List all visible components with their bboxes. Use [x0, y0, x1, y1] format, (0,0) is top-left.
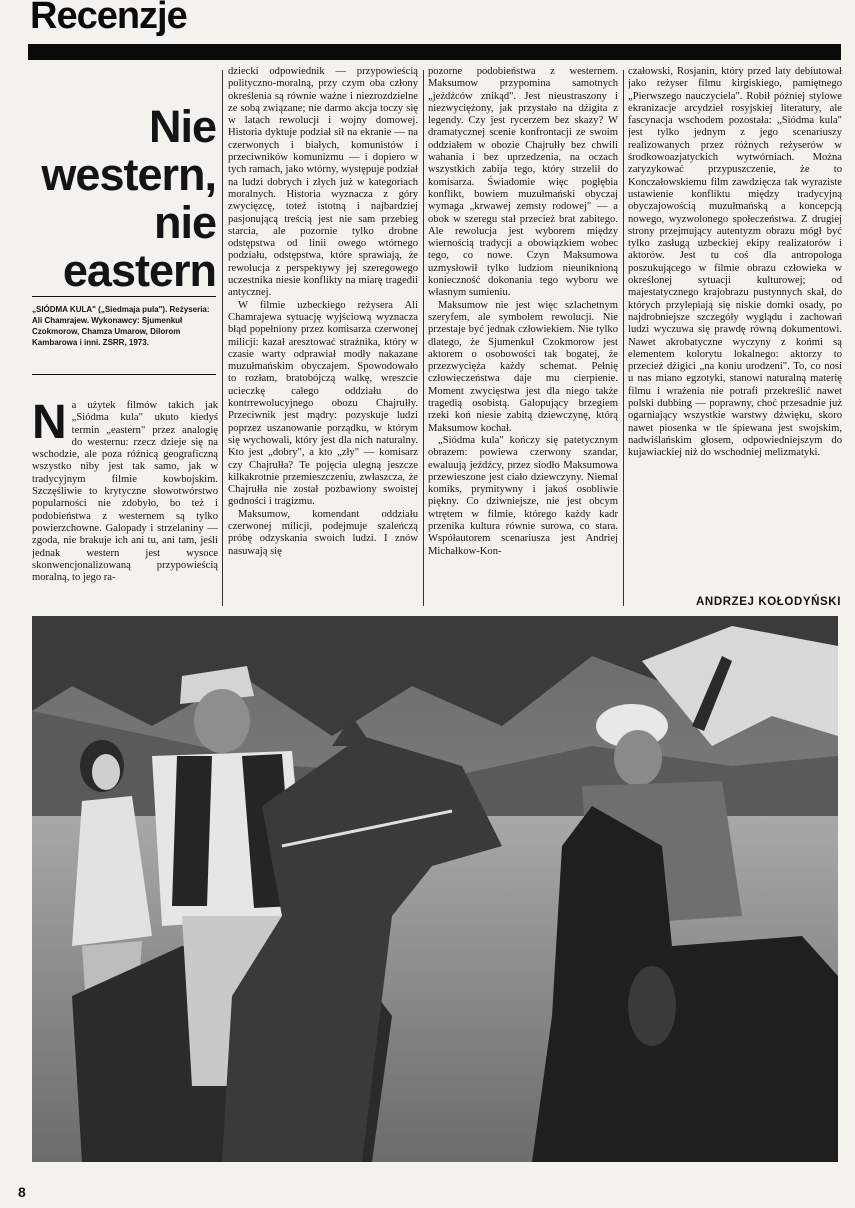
author-byline: ANDRZEJ KOŁODYŃSKI — [696, 596, 841, 608]
headline-line: western, — [41, 149, 216, 201]
paragraph: Maksumow nie jest więc szlachetnym szeryfem, ale symbolem rewolucji. Nie przestaje być jednak człowiekiem. Nie tylko dlatego, że Sjumenkuł Czokmorow jest aktorem o osobowości tak bogatej, że przezwycięża każdy schemat. Pełnię człowieczeństwa daje mu cierpienie. Moment zwycięstwa jest dla niego także tragedią osobistą. Galopujący brzegiem rzeki koń niesie zabitą dziewczynę, którą Maksumow kochał. — [428, 299, 618, 434]
article-column-3 — [428, 66, 618, 612]
credits-top-rule — [32, 296, 216, 297]
drop-cap: N — [32, 400, 67, 449]
column-divider — [623, 70, 624, 606]
film-still-photo — [32, 616, 838, 1162]
column-divider — [222, 70, 223, 606]
paragraph: dzieckí odpowiednik — przypowieścią polityczno-moralną, przy czym oba człony określenia są równie ważne i niezrozdzielne ze sobą związane; nie darmo akcja toczy się w latach rewolucji i wojny domowej. Historia dyktuje podział sił na ekranie — na czerwonych i białych, komunistów i przeciwników komunizmu — i dopiero w tych ramach, jako wtórny, występuje podział na ludzi dobrych i złych już w kategoriach moralnych. Historia wyznacza z góry zwycięzcę, toteż istotną i najbardziej pasjonującą treścią jest nie sam przebieg starcia, ale pozornie tylko drobne odstępstwa od linii owego wtórnego podziału, odstępstwa, które sprawiają, że rewolucja z perspektywy jej szeregowego uczestnika niesie konflikty na miarę tragedii antycznej. — [228, 66, 418, 299]
paragraph: W filmie uzbeckiego reżysera Ali Chamrajewa sytuację wyjściową wyznacza błąd popełniony przez komisarza czerwonej milicji: kazał aresztować strażnika, który w czasie warty odprawiał modły nakazane muzułmańskim obyczajem. Spowodowało to rozłam, bratobójczą walkę, wreszcie ucieczkę całego oddziału do kontrrewolucyjnego obozu Chajrułły. Przeciwnik jest mądry: pozyskuje ludzi poprzez uszanowanie porządku, w którym się wychowali, który jest dla nich naturalny. Kto jest „dobry", a kto „zły" — komisarz czy Chajrułła? Te pojęcia ulegną jeszcze kilkakrotnie przemieszczeniu, zwłaszcza, że Chajrułła nie został pozbawiony swoistej godności i tragizmu. — [228, 299, 418, 508]
top-rule — [28, 44, 841, 60]
paragraph: pozorne podobieństwa z westernem. Maksumow przypomina samotnych „jeźdźców znikąd". Jest nieustraszony i niezwyciężony, jak przystało na dżigita z legendy. Czy jest rycerzem bez skazy? W dramatycznej scenie konfrontacji ze swoim oddziałem w obozie Chajrułły bez chwili wahania i bez uprzedzenia, na oczach wszystkich zabija tego, który strzelił do komisarza. Świadomie więc pogłębia konflikt, bowiem muzułmański obyczaj wymaga „krwawej zemsty rodowej" — a obok w szeregu stał przecież brat zabitego. Ale rewolucja jest wyborem między wiernością tradycji a obowiązkiem wobec tego, co nowe. Czyn Maksumowa uzmysłowił tylko ludziom nieuniknioną konieczność dokonania tego wyboru we własnym sumieniu. — [428, 66, 618, 299]
headline-line: Nie — [148, 101, 216, 153]
headline-line: nie — [153, 197, 216, 249]
article-column-2 — [228, 66, 418, 612]
credits-bottom-rule — [32, 374, 216, 375]
paragraph: Maksumow, komendant oddziału czerwonej milicji, podejmuje szaleńczą próbę odzyskania swoich ludzi. I znów nasuwają się — [228, 508, 418, 557]
paragraph: czałowski, Rosjanin, który przed laty debiutował jako reżyser filmu kirgiskiego, pamiętnego „Pierwszego nauczyciela". Robił później stylowe ekranizacje arcydzieł rosyjskiej literatury, ale fascynacja wschodem pozostała: „Siódma kula" jest tylko jednym z jego scenariuszy realizowanych przez różnych reżyserów w środkowoazjatyckich wytwórniach. Można zaryzykować przypuszczenie, że to Konczałowskiemu film zawdzięcza tak wyraziste ustawienie konfliktu między tradycyjną obyczajowością muzułmańską a koncepcją nowego, wyzwolonego społeczeństwa. Z drugiej strony przejmujący autentyzm obrazu mógł być tylko zasługą uzbeckiej ekipy realizatorów i aktorów. Jest tu coś dla antropologa poszukującego w filmie obrazu człowieka w określonej sytuacji kulturowej; od majestatycznego krajobrazu pustynnych skał, do których przylepiają się niskie domki osady, po najdrobniejsze szczegóły wyglądu i zachowań ludzi wyczuwa się prawdę równą dokumentowi. Nawet akrobatyczne wyczyny z końmi są elementem kolorytu lokalnego: aktorzy to przecież dżigici „na koniu urodzeni". To, co nosi u nas miano egzotyki, stanowi naturalną materię filmu i wrażenia nie potrafi przekreślić nawet polski dubbing — poprawny, choć przesadnie już ogarniający wszystkie warstwy dźwięku, skoro nawet piosenka w tle śpiewana jest swojskim, nadwiślańskim głosem, odpowiedniejszym do kujawiackiej niż do wschodniej melizmatyki. — [628, 66, 842, 459]
article-column-1 — [32, 400, 218, 610]
page-number: 8 — [18, 1184, 26, 1200]
article-headline — [30, 103, 216, 295]
film-credits: „SIÓDMA KULA" („Siedmaja pula"). Reżyseria: Ali Chamrajew. Wykonawcy: Sjumenkuł Czokmorow, Chamza Umarow, Dilorom Kambarowa i inni. ZSRR, 1973. — [32, 305, 210, 347]
paragraph: a użytek filmów takich jak „Siódma kula" ukuto kiedyś termin „eastern" przez analogię do westernu: rzecz dzieje się na wschodzie, ale poza różnicą geograficzną wszystko niby jest tak samo, jak w tradycyjnym filmie kowbojskim. Szczęśliwie to krytyczne słowotwórstwo popularności nie zdobyło, bo też i podobieństwa z westernem są tylko powierzchowne. Galopady i strzelaniny — zgoda, nie brakuje ich ani tu, ani tam, jeśli jednak western jest wysoce skonwencjonalizowaną przypowieścią moralną, to jego ra- — [32, 400, 218, 584]
column-divider — [423, 70, 424, 606]
paragraph: „Siódma kula" kończy się patetycznym obrazem: powiewa czerwony szandar, ewaluują jeźdźcy, przez siodło Maksumowa przewieszone jest ciało dziewczyny. Niemal komiks, prymitywny i jakoś osobliwie piękny. Co dziwniejsze, nie jest obcym wtrętem w filmie, którego każdy kadr przenika kultura równie surowa, co stara. Współautorem scenariusza jest Andriej Michałkow-Kon- — [428, 434, 618, 557]
headline-line: eastern — [62, 245, 216, 297]
section-label: Recenzje — [30, 0, 187, 37]
article-column-4 — [628, 66, 842, 586]
